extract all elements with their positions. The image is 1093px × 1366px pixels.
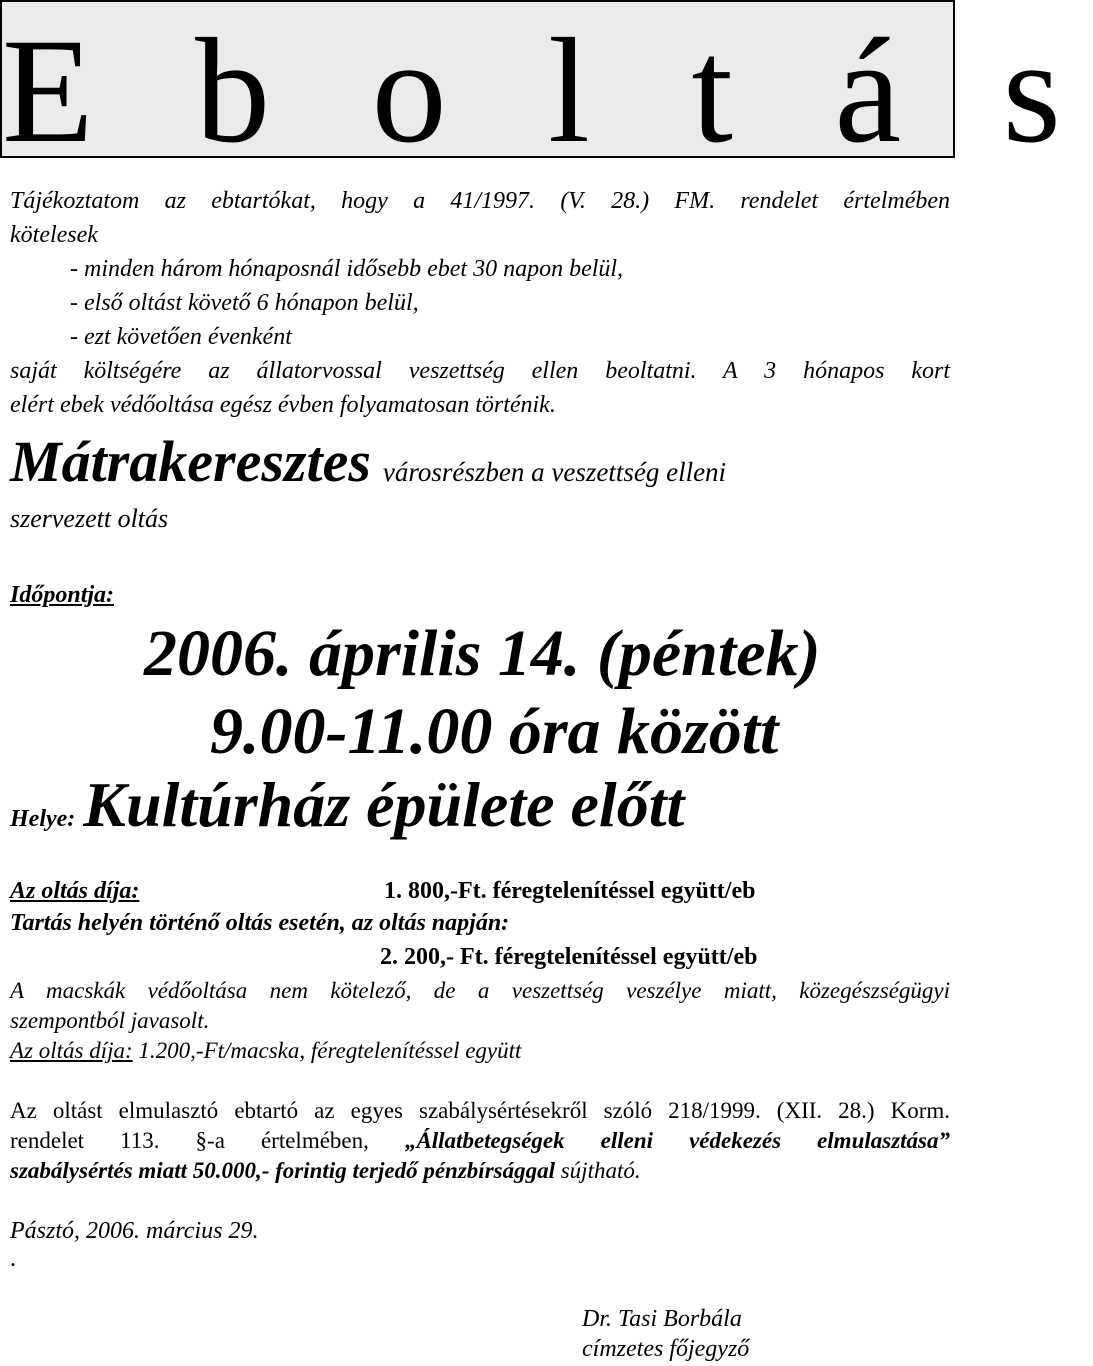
fee-label: Az oltás díja: (10, 878, 140, 904)
signer-name: Dr. Tasi Borbála (582, 1306, 742, 1332)
cats-fee-row (10, 1036, 521, 1066)
home-vaccination-line: Tartás helyén történő oltás esetén, az oltás napján: (10, 910, 510, 936)
location-heading (10, 428, 726, 495)
penalty-line-2 (10, 1126, 950, 1156)
fee-1: 1. 800,-Ft. féregtelenítéssel együtt/eb (384, 878, 756, 904)
title-box (0, 0, 1093, 174)
signer-title: címzetes főjegyző (582, 1336, 750, 1362)
schedule-time: 9.00-11.00 óra között (210, 695, 779, 768)
location-place: Mátrakeresztes (10, 429, 371, 494)
schedule-label: Időpontja: (10, 582, 115, 608)
intro-line-2: kötelesek (10, 222, 98, 248)
intro-line-3: saját költségére az állatorvossal veszettség ellen beoltatni. A 3 hónapos kort (10, 358, 950, 384)
schedule-place: Kultúrház épülete előtt (83, 769, 685, 840)
cats-fee-label: Az oltás díja: (10, 1038, 133, 1063)
page-title: E b o l t á s (2, 8, 1093, 174)
cats-line-1: A macskák védőoltása nem kötelező, de a veszettség veszélye miatt, közegészségügyi (10, 978, 950, 1003)
intro-line-4: elért ebek védőoltása egész évben folyamatosan történik. (10, 392, 556, 418)
footer-dot: . (10, 1246, 16, 1272)
schedule-date: 2006. április 14. (péntek) (144, 617, 821, 690)
bullet-item: - első oltást követő 6 hónapon belül, (70, 290, 419, 316)
bullet-item: - minden három hónaposnál idősebb ebet 30 napon belül, (70, 256, 624, 282)
bullet-item: - ezt követően évenként (70, 324, 292, 350)
penalty-line-3 (10, 1156, 641, 1186)
place-date: Pásztó, 2006. március 29. (10, 1218, 259, 1244)
cats-fee-value: 1.200,-Ft/macska, féregtelenítéssel együtt (132, 1038, 522, 1063)
location-line-2: szervezett oltás (10, 504, 169, 533)
place-label: Helye: (10, 806, 76, 832)
penalty-fine: szabálysértés miatt 50.000,- forintig terjedő pénzbírsággal (10, 1158, 555, 1183)
fee-2: 2. 200,- Ft. féregtelenítéssel együtt/eb (380, 944, 758, 970)
intro-line-1: Tájékoztatom az ebtartókat, hogy a 41/1997. (V. 28.) FM. rendelet értelmében (10, 188, 950, 214)
penalty-line-2a: rendelet 113. §-a értelmében, (10, 1128, 369, 1153)
schedule-place-row (10, 768, 684, 842)
penalty-offence: „Állatbetegségek elleni védekezés elmulasztása” (368, 1128, 950, 1153)
location-rest: városrészben a veszettség elleni (382, 457, 727, 487)
penalty-line-1: Az oltást elmulasztó ebtartó az egyes szabálysértésekről szóló 218/1999. (XII. 28.) Korm. (10, 1098, 950, 1123)
cats-line-2: szempontból javasolt. (10, 1008, 210, 1033)
penalty-suffix: sújtható. (554, 1158, 641, 1183)
